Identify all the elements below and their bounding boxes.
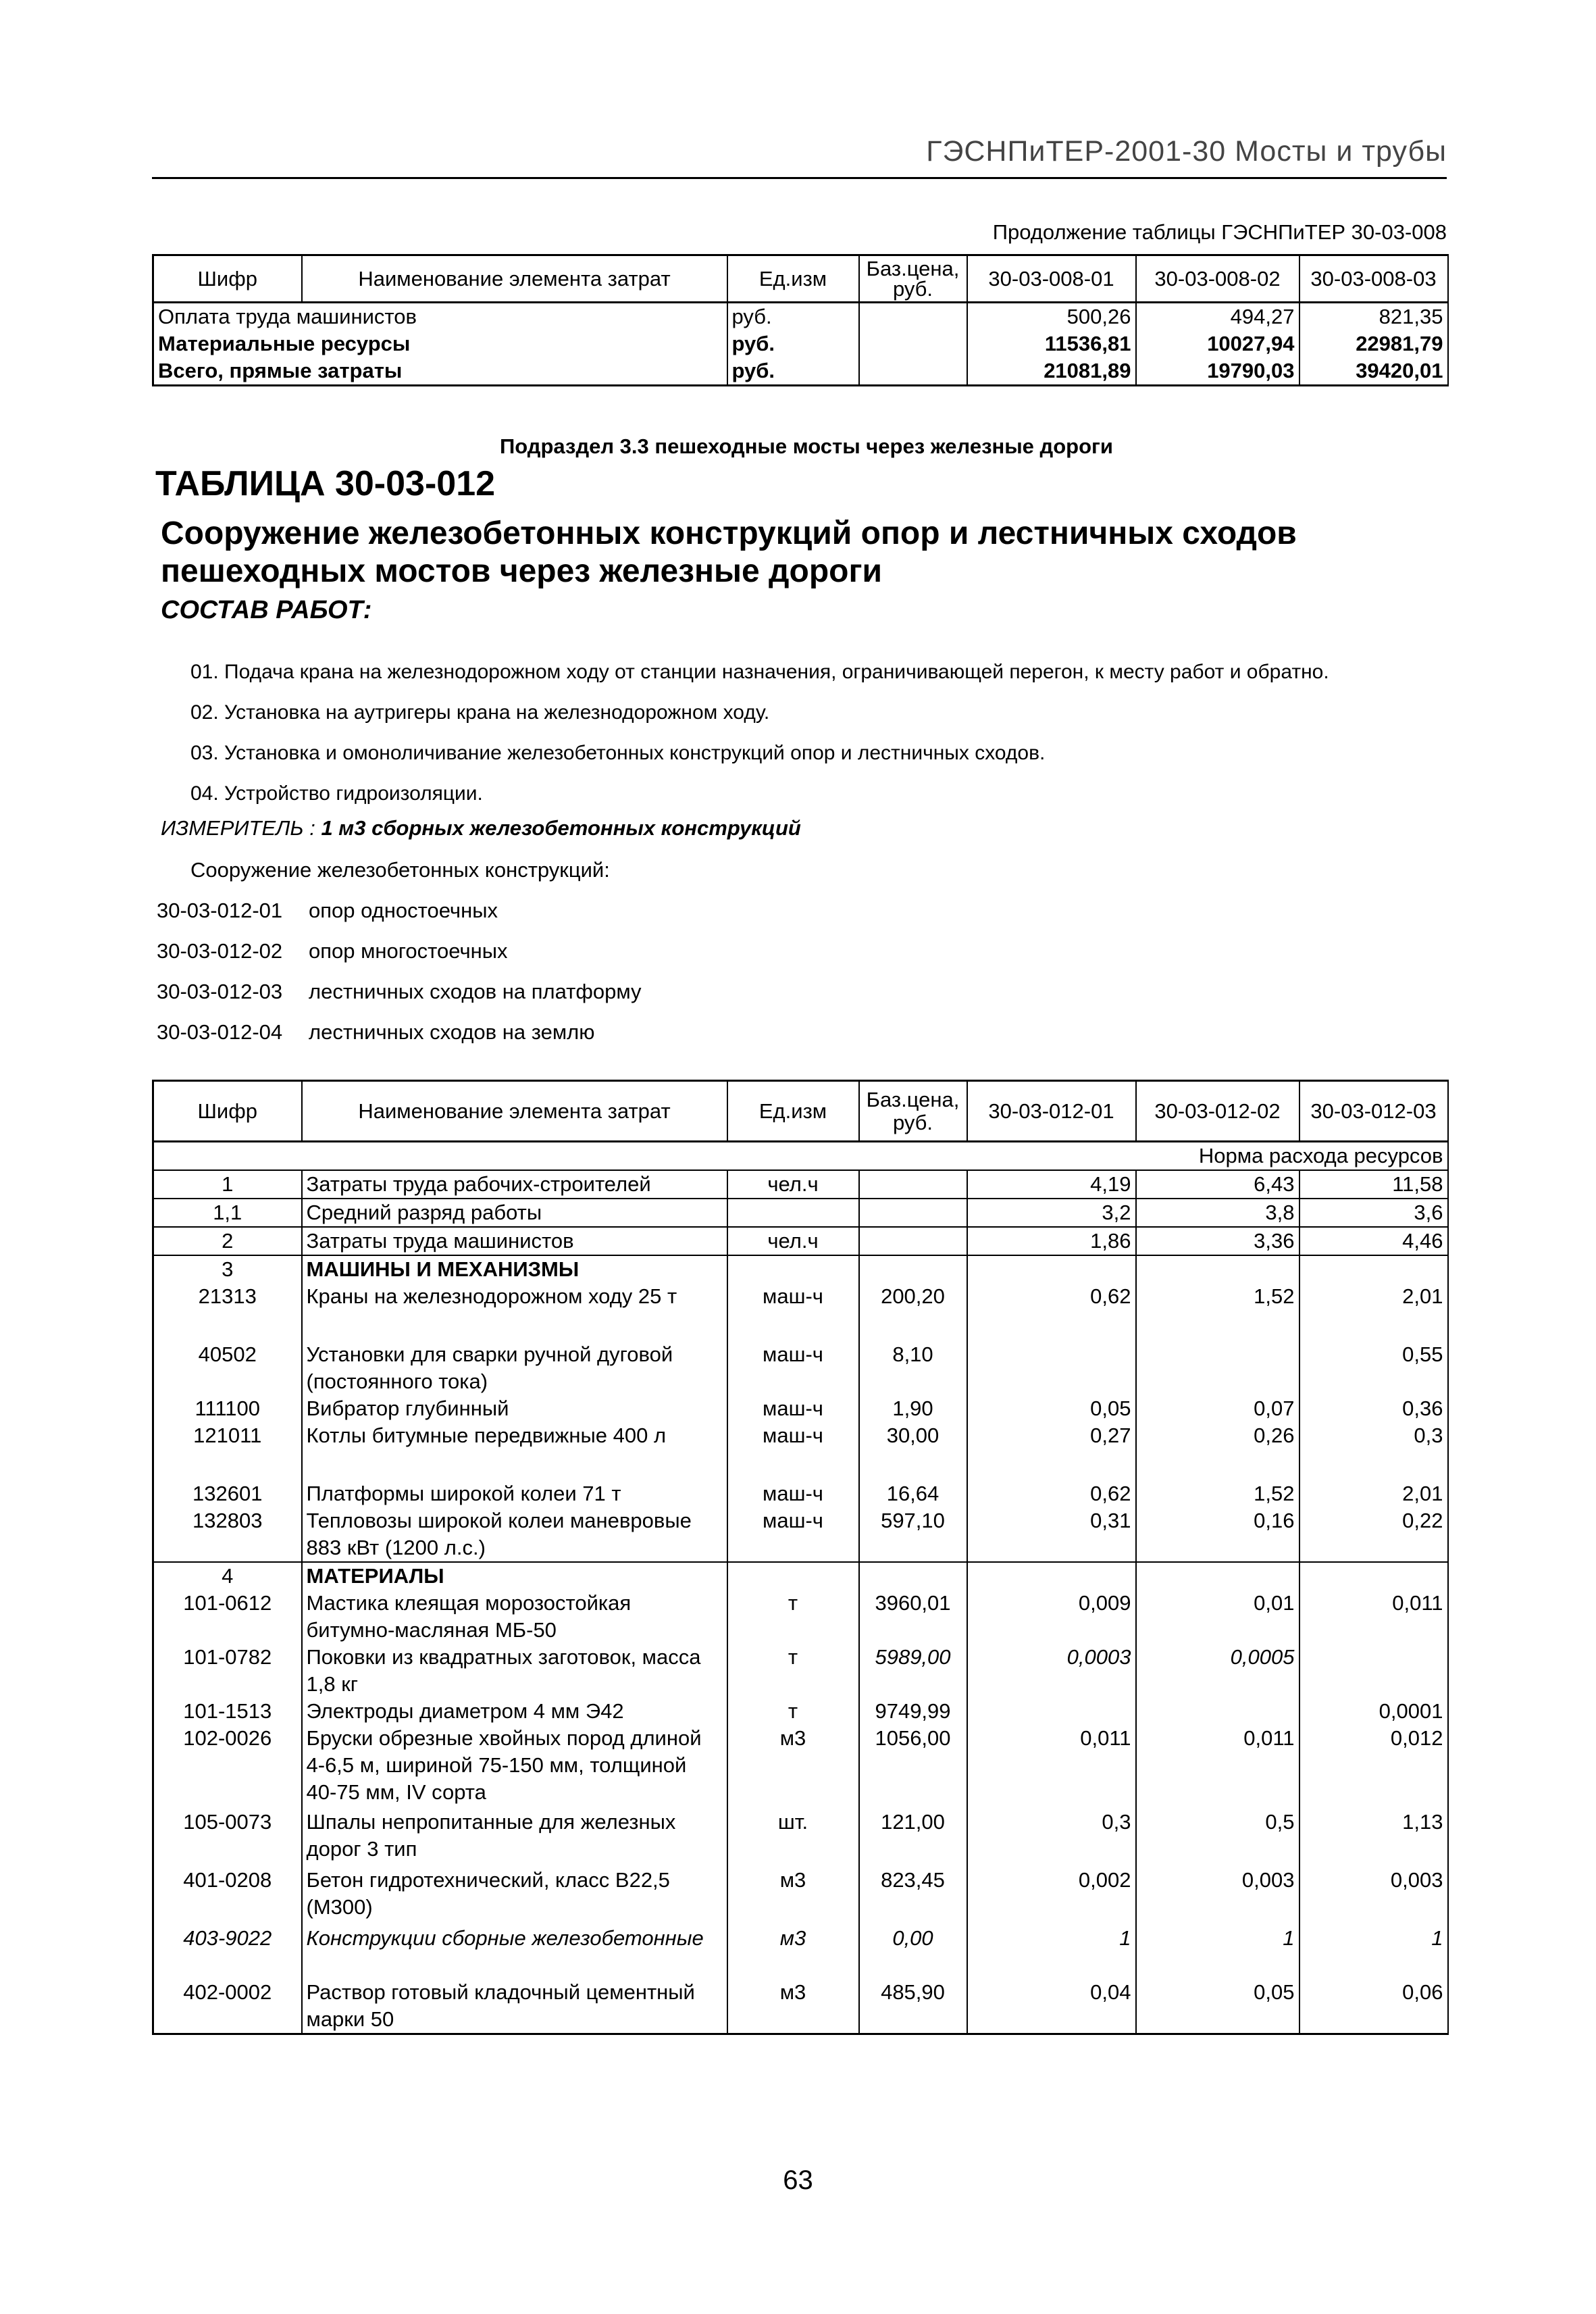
table-row — [153, 1979, 1448, 2034]
table-row — [153, 1283, 1448, 1341]
cell-value: 494,27 — [1136, 303, 1299, 331]
cell-name: Тепловозы широкой колеи маневровые 883 кВт (1200 л.с.) — [302, 1507, 727, 1562]
cell-name: Краны на железнодорожном ходу 25 т — [302, 1283, 727, 1341]
cell-value: 3,36 — [1136, 1227, 1299, 1255]
cell-value: 4,19 — [967, 1170, 1136, 1199]
cell-price: 823,45 — [859, 1867, 967, 1925]
cell-value: 0,0001 — [1299, 1698, 1448, 1725]
measure-value: 1 м3 сборных железобетонных конструкций — [321, 816, 801, 840]
cell-value: 2,01 — [1299, 1480, 1448, 1507]
cell-unit: м3 — [727, 1725, 859, 1809]
cell-value: 0,009 — [967, 1590, 1136, 1644]
cell-code: 101-0612 — [153, 1590, 302, 1644]
header-cell: Наименование элемента затрат — [302, 1081, 727, 1142]
cell-price — [859, 303, 967, 331]
cell-name: Поковки из квадратных заготовок, масса 1,8 кг — [302, 1644, 727, 1698]
cell-price: 1,90 — [859, 1395, 967, 1422]
cell-value: 1 — [1299, 1925, 1448, 1979]
cell-name: Установки для сварки ручной дуговой (постоянного тока) — [302, 1341, 727, 1395]
cell-value: 21081,89 — [967, 357, 1136, 386]
cell-value: 0,011 — [1299, 1590, 1448, 1644]
cell-value — [967, 1698, 1136, 1725]
cell-value: 3,6 — [1299, 1199, 1448, 1227]
cell-name: Конструкции сборные железобетонные — [302, 1925, 727, 1979]
cell-unit: руб. — [727, 303, 859, 331]
table-row — [153, 1590, 1448, 1644]
cell-price — [859, 357, 967, 386]
cell-value: 0,3 — [967, 1809, 1136, 1867]
work-item: 02. Установка на аутригеры крана на железнодорожном ходу. — [190, 701, 770, 724]
cell-value: 0,55 — [1299, 1341, 1448, 1395]
cell-price — [859, 1199, 967, 1227]
cell-name: Электроды диаметром 4 мм Э42 — [302, 1698, 727, 1725]
cell-value: 0,05 — [1136, 1979, 1299, 2034]
cell-unit: маш-ч — [727, 1480, 859, 1507]
cell-unit: маш-ч — [727, 1422, 859, 1480]
cell-name: МАТЕРИАЛЫ — [302, 1562, 727, 1590]
work-item: 04. Устройство гидроизоляции. — [190, 782, 483, 805]
cell-name: Котлы битумные передвижные 400 л — [302, 1422, 727, 1480]
cell-name: Затраты труда рабочих-строителей — [302, 1170, 727, 1199]
measure-label: ИЗМЕРИТЕЛЬ : — [161, 816, 315, 840]
cell-unit: м3 — [727, 1979, 859, 2034]
cell-value: 1,52 — [1136, 1283, 1299, 1341]
cell-value: 0,07 — [1136, 1395, 1299, 1422]
section-row — [153, 1255, 1448, 1283]
cell-value: 22981,79 — [1299, 330, 1448, 357]
norm-caption: Норма расхода ресурсов — [153, 1142, 1448, 1171]
table-row — [153, 1199, 1448, 1227]
cell-price: 485,90 — [859, 1979, 967, 2034]
structure-item — [157, 1020, 594, 1045]
table-row — [153, 1170, 1448, 1199]
cell-name: Шпалы непропитанные для железных дорог 3 тип — [302, 1809, 727, 1867]
cell-value: 0,3 — [1299, 1422, 1448, 1480]
cell-value: 2,01 — [1299, 1283, 1448, 1341]
cell-value: 1,86 — [967, 1227, 1136, 1255]
header-cell: Баз.цена, руб. — [859, 1081, 967, 1142]
header-cell: 30-03-008-02 — [1136, 255, 1299, 303]
running-header: ГЭСНПиТЕР-2001-30 Мосты и трубы — [926, 135, 1447, 168]
structure-text: лестничных сходов на платформу — [309, 980, 642, 1003]
cell-value: 0,0005 — [1136, 1644, 1299, 1698]
cell-name: Материальные ресурсы — [153, 330, 727, 357]
cell-code: 132803 — [153, 1507, 302, 1562]
table-row — [153, 1395, 1448, 1422]
cell-unit: маш-ч — [727, 1341, 859, 1395]
cell-price: 3960,01 — [859, 1590, 967, 1644]
cell-value: 0,003 — [1136, 1867, 1299, 1925]
cell-unit: м3 — [727, 1925, 859, 1979]
cell-code: 121011 — [153, 1422, 302, 1480]
cell-price — [859, 330, 967, 357]
cell-value: 0,011 — [1136, 1725, 1299, 1809]
header-cell: 30-03-012-01 — [967, 1081, 1136, 1142]
cell-price: 5989,00 — [859, 1644, 967, 1698]
cell-name: Средний разряд работы — [302, 1199, 727, 1227]
cell-code: 2 — [153, 1227, 302, 1255]
cell-name: Мастика клеящая морозостойкая битумно-масляная МБ-50 — [302, 1590, 727, 1644]
header-cell: Ед.изм — [727, 255, 859, 303]
cell-value: 0,26 — [1136, 1422, 1299, 1480]
cell-value: 1,13 — [1299, 1809, 1448, 1867]
cell-price: 200,20 — [859, 1283, 967, 1341]
cell-code: 403-9022 — [153, 1925, 302, 1979]
cell-name: Бруски обрезные хвойных пород длиной 4-6,5 м, шириной 75-150 мм, толщиной 40-75 мм, IV сорта — [302, 1725, 727, 1809]
cell-code: 102-0026 — [153, 1725, 302, 1809]
table-label: ТАБЛИЦА 30-03-012 — [155, 464, 496, 503]
works-title: СОСТАВ РАБОТ: — [161, 596, 372, 624]
table-row — [153, 1341, 1448, 1395]
cell-name: Всего, прямые затраты — [153, 357, 727, 386]
cell-value: 500,26 — [967, 303, 1136, 331]
cell-value — [1136, 1698, 1299, 1725]
table-row — [153, 1698, 1448, 1725]
cell-value: 11,58 — [1299, 1170, 1448, 1199]
structure-text: лестничных сходов на землю — [309, 1020, 595, 1044]
structure-text: опор одностоечных — [309, 899, 498, 922]
cell-unit: т — [727, 1698, 859, 1725]
structure-code: 30-03-012-02 — [157, 939, 283, 963]
cell-code: 402-0002 — [153, 1979, 302, 2034]
cell-value: 0,0003 — [967, 1644, 1136, 1698]
cell-code: 132601 — [153, 1480, 302, 1507]
cell-value: 10027,94 — [1136, 330, 1299, 357]
cell-value: 3,2 — [967, 1199, 1136, 1227]
measure-line — [161, 816, 801, 840]
cell-value: 0,04 — [967, 1979, 1136, 2034]
cell-value: 821,35 — [1299, 303, 1448, 331]
cell-price — [859, 1170, 967, 1199]
structure-text: опор многостоечных — [309, 939, 508, 963]
cell-code: 105-0073 — [153, 1809, 302, 1867]
cell-value: 0,27 — [967, 1422, 1136, 1480]
table-row — [153, 1507, 1448, 1562]
structure-code: 30-03-012-03 — [157, 980, 283, 1003]
cell-name: Платформы широкой колеи 71 т — [302, 1480, 727, 1507]
header-cell: Наименование элемента затрат — [302, 255, 727, 303]
cell-value: 0,05 — [967, 1395, 1136, 1422]
structure-code: 30-03-012-01 — [157, 899, 283, 922]
continuation-caption: Продолжение таблицы ГЭСНПиТЕР 30-03-008 — [992, 220, 1447, 244]
cell-unit: т — [727, 1590, 859, 1644]
cell-price: 9749,99 — [859, 1698, 967, 1725]
structure-code: 30-03-012-04 — [157, 1020, 283, 1044]
cell-value: 39420,01 — [1299, 357, 1448, 386]
cell-unit — [727, 1199, 859, 1227]
cell-value — [967, 1341, 1136, 1395]
header-rule — [152, 177, 1447, 179]
cell-value: 0,06 — [1299, 1979, 1448, 2034]
cell-value: 1 — [967, 1925, 1136, 1979]
cell-name: Затраты труда машинистов — [302, 1227, 727, 1255]
cell-price — [859, 1227, 967, 1255]
table-row — [153, 1227, 1448, 1255]
cell-price: 597,10 — [859, 1507, 967, 1562]
table-row — [153, 1809, 1448, 1867]
work-item: 01. Подача крана на железнодорожном ходу от станции назначения, ограничивающей перегон, к месту работ и обратно. — [190, 661, 1329, 683]
table-row — [153, 1867, 1448, 1925]
header-cell: 30-03-012-02 — [1136, 1081, 1299, 1142]
page-number: 63 — [783, 2165, 813, 2195]
table-row — [153, 1644, 1448, 1698]
structure-item — [157, 899, 498, 923]
cell-value: 0,31 — [967, 1507, 1136, 1562]
cell-unit: маш-ч — [727, 1283, 859, 1341]
table-30-03-012 — [152, 1080, 1449, 2035]
table-row — [153, 1422, 1448, 1480]
header-cell: 30-03-008-01 — [967, 255, 1136, 303]
cell-price: 121,00 — [859, 1809, 967, 1867]
header-cell: 30-03-012-03 — [1299, 1081, 1448, 1142]
cell-code: 1,1 — [153, 1199, 302, 1227]
cell-value: 11536,81 — [967, 330, 1136, 357]
table-row — [153, 357, 1448, 386]
cell-name: Вибратор глубинный — [302, 1395, 727, 1422]
cell-price: 1056,00 — [859, 1725, 967, 1809]
cell-value: 0,62 — [967, 1283, 1136, 1341]
cell-unit: маш-ч — [727, 1395, 859, 1422]
cell-value: 0,003 — [1299, 1867, 1448, 1925]
cell-value: 4,46 — [1299, 1227, 1448, 1255]
table-row — [153, 1925, 1448, 1979]
cell-value: 0,22 — [1299, 1507, 1448, 1562]
cell-value: 19790,03 — [1136, 357, 1299, 386]
cell-code: 101-0782 — [153, 1644, 302, 1698]
cell-value — [1136, 1341, 1299, 1395]
header-cell: Баз.цена, руб. — [859, 255, 967, 303]
cell-value: 0,01 — [1136, 1590, 1299, 1644]
table-30-03-008-continuation — [152, 254, 1449, 386]
cell-price: 30,00 — [859, 1422, 967, 1480]
structures-title: Сооружение железобетонных конструкций: — [190, 858, 610, 882]
cell-unit: маш-ч — [727, 1507, 859, 1562]
header-cell: Шифр — [153, 255, 302, 303]
cell-price: 0,00 — [859, 1925, 967, 1979]
cell-name: Оплата труда машинистов — [153, 303, 727, 331]
cell-value: 0,011 — [967, 1725, 1136, 1809]
header-cell: Ед.изм — [727, 1081, 859, 1142]
work-item: 03. Установка и омоноличивание железобетонных конструкций опор и лестничных сходов. — [190, 742, 1046, 764]
cell-code: 21313 — [153, 1283, 302, 1341]
cell-value: 1 — [1136, 1925, 1299, 1979]
cell-value: 3,8 — [1136, 1199, 1299, 1227]
cell-unit: чел.ч — [727, 1227, 859, 1255]
cell-price: 8,10 — [859, 1341, 967, 1395]
cell-name: Раствор готовый кладочный цементный марки 50 — [302, 1979, 727, 2034]
cell-value: 0,002 — [967, 1867, 1136, 1925]
table-row — [153, 1725, 1448, 1809]
table-row — [153, 303, 1448, 331]
cell-value: 0,5 — [1136, 1809, 1299, 1867]
cell-value: 0,36 — [1299, 1395, 1448, 1422]
cell-name: МАШИНЫ И МЕХАНИЗМЫ — [302, 1255, 727, 1283]
cell-price: 16,64 — [859, 1480, 967, 1507]
header-cell: 30-03-008-03 — [1299, 255, 1448, 303]
cell-value: 1,52 — [1136, 1480, 1299, 1507]
section-row — [153, 1562, 1448, 1590]
cell-unit: руб. — [727, 330, 859, 357]
structure-item — [157, 939, 508, 963]
table-row — [153, 1480, 1448, 1507]
cell-name: Бетон гидротехнический, класс В22,5 (М300) — [302, 1867, 727, 1925]
cell-code: 101-1513 — [153, 1698, 302, 1725]
cell-value — [1299, 1644, 1448, 1698]
header-cell: Шифр — [153, 1081, 302, 1142]
cell-code: 40502 — [153, 1341, 302, 1395]
cell-unit: чел.ч — [727, 1170, 859, 1199]
table-row — [153, 330, 1448, 357]
cell-unit: руб. — [727, 357, 859, 386]
cell-code: 3 — [153, 1255, 302, 1283]
cell-value: 0,62 — [967, 1480, 1136, 1507]
cell-code: 111100 — [153, 1395, 302, 1422]
cell-unit: т — [727, 1644, 859, 1698]
cell-value: 6,43 — [1136, 1170, 1299, 1199]
table-title: Сооружение железобетонных конструкций опор и лестничных сходов пешеходных мостов через железные дороги — [161, 515, 1297, 589]
cell-value: 0,16 — [1136, 1507, 1299, 1562]
structure-item — [157, 980, 642, 1004]
cell-unit: шт. — [727, 1809, 859, 1867]
cell-code: 401-0208 — [153, 1867, 302, 1925]
subsection-heading: Подраздел 3.3 пешеходные мосты через железные дороги — [500, 434, 1113, 458]
cell-value: 0,012 — [1299, 1725, 1448, 1809]
cell-code: 1 — [153, 1170, 302, 1199]
cell-code: 4 — [153, 1562, 302, 1590]
cell-unit: м3 — [727, 1867, 859, 1925]
